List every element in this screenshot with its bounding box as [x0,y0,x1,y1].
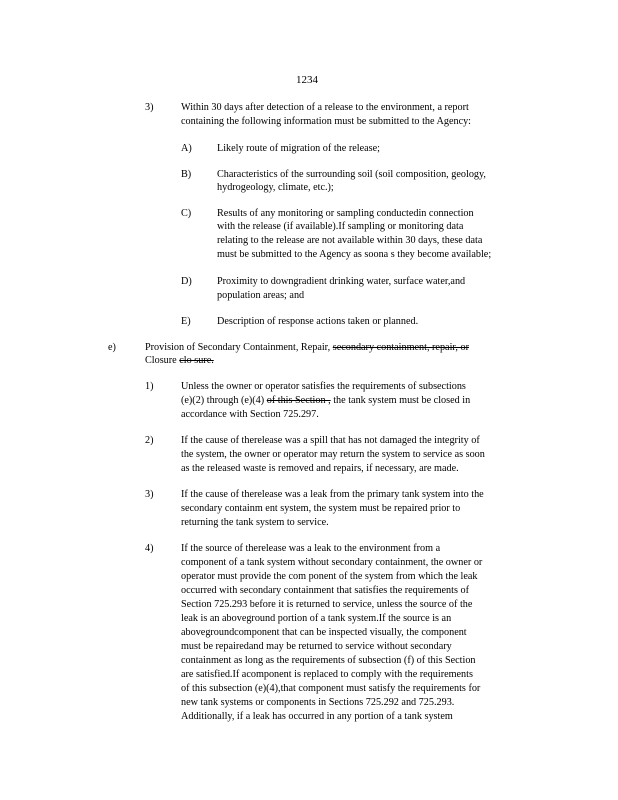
section-e-closure: Closure [145,355,177,366]
e-item-4-line: new tank systems or components in Sections 725.292 and 725.293. [181,697,455,708]
e-item-4-line: containment as long as the requirements of subsection (f) of this Section [181,655,476,666]
e-item-1-label: 1) [145,381,154,392]
subitem-e-line: Description of response actions taken or planned. [217,316,419,327]
subitem-c-line: with the release (if available).If sampling or monitoring data [217,221,464,232]
section-e-heading-struck: secondary containment, repair, or [332,342,469,353]
e-item-1-post: the tank system must be closed in [333,395,471,406]
subitem-b-label: B) [181,169,192,180]
e-item-4-line: abovegroundcomponent that can be inspected visually, the component [181,627,467,638]
subitem-d-label: D) [181,276,192,287]
subitem-b-line: hydrogeology, climate, etc.); [217,182,334,193]
subitem-c-line: must be submitted to the Agency as soona s they become available; [217,249,492,260]
e-item-3-line: returning the tank system to service. [181,517,329,528]
e-item-3-label: 3) [145,489,154,500]
e-item-1-line-struck [181,394,470,408]
subitem-e-label: E) [181,316,191,327]
e-item-4-label: 4) [145,543,154,554]
e-item-4-line: Section 725.293 before it is returned to service, unless the source of the [181,599,473,610]
e-item-3-line: secondary containm ent system, the system must be repaired prior to [181,503,461,514]
e-item-4-line: leak is an aboveground portion of a tank system.If the source is an [181,613,452,624]
e-item-4-line: must be repairedand may be returned to service without secondary [181,641,452,652]
e-item-4-line: operator must provide the com ponent of the system from which the leak [181,571,478,582]
subitem-c-label: C) [181,208,192,219]
section-e-heading-line2 [145,354,214,368]
page-number: 1234 [296,74,318,86]
item-3-line: containing the following information must be submitted to the Agency: [181,116,472,127]
subitem-c-line: Results of any monitoring or sampling conductedin connection [217,208,474,219]
subitem-c-line: relating to the release are not available within 30 days, these data [217,235,483,246]
e-item-1-struck: of this Section , [266,395,331,406]
e-item-4-line: component of a tank system without secondary containment, the owner or [181,557,483,568]
section-e-heading-text: Provision of Secondary Containment, Repair, [145,342,331,353]
e-item-1-line: accordance with Section 725.297. [181,409,319,420]
e-item-1-pre: (e)(2) through (e)(4) [181,395,265,406]
e-item-2-label: 2) [145,435,154,446]
subitem-a-label: A) [181,143,192,154]
item-3-line: Within 30 days after detection of a release to the environment, a report [181,102,469,113]
section-e-heading [145,341,469,355]
e-item-2-line: as the released waste is removed and repairs, if necessary, are made. [181,463,459,474]
e-item-1-line: Unless the owner or operator satisfies the requirements of subsections [181,381,466,392]
e-item-2-line: If the cause of therelease was a spill that has not damaged the integrity of [181,435,480,446]
subitem-b-line: Characteristics of the surrounding soil (soil composition, geology, [217,169,486,180]
e-item-4-line: are satisfied.If acomponent is replaced to comply with the requirements [181,669,473,680]
e-item-2-line: the system, the owner or operator may return the system to service as soon [181,449,485,460]
e-item-4-line: occurred with secondary containment that satisfies the requirements of [181,585,469,596]
section-e-label: e) [108,342,116,353]
e-item-4-line: of this subsection (e)(4),that component must satisfy the requirements for [181,683,481,694]
item-3-label: 3) [145,102,154,113]
subitem-d-line: population areas; and [217,290,305,301]
e-item-3-line: If the cause of therelease was a leak from the primary tank system into the [181,489,484,500]
subitem-a-line: Likely route of migration of the release; [217,143,380,154]
subitem-d-line: Proximity to downgradient drinking water, surface water,and [217,276,466,287]
e-item-4-line: If the source of therelease was a leak to the environment from a [181,543,441,554]
section-e-closure-struck: clo sure. [179,355,214,366]
e-item-4-line: Additionally, if a leak has occurred in any portion of a tank system [181,711,453,722]
